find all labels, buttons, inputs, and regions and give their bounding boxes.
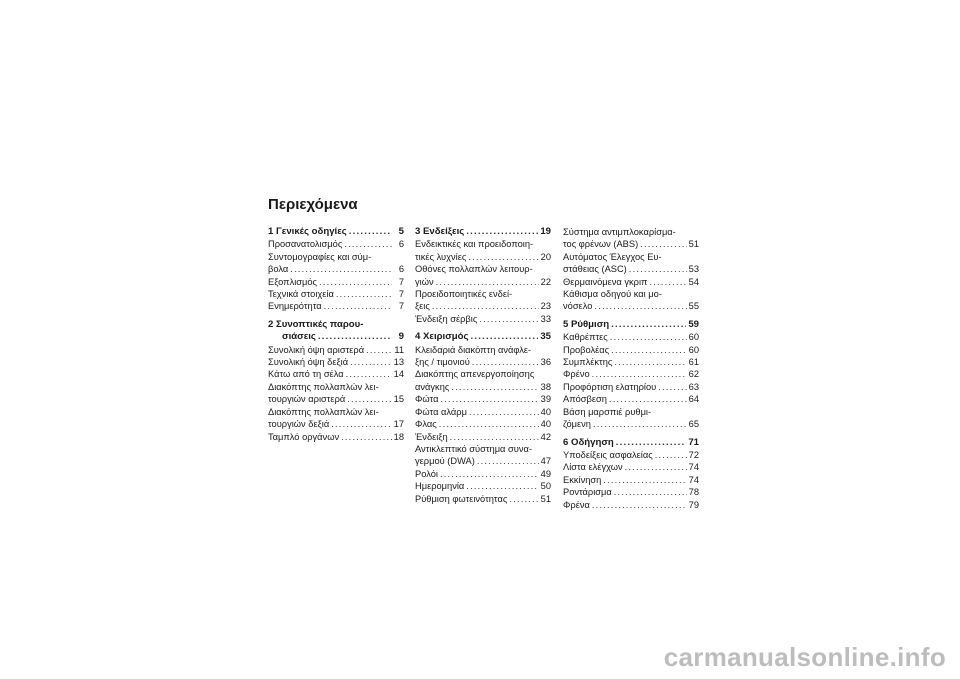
toc-entry: [563, 499, 699, 511]
toc-page-number: 79: [688, 499, 699, 510]
toc-line: [268, 368, 404, 380]
toc-line: [268, 406, 404, 418]
toc-entry-title: 5 Ρύθμιση: [563, 318, 610, 330]
dot-leader: [629, 263, 687, 275]
toc-line: [415, 480, 551, 492]
dot-leader: [625, 461, 687, 473]
toc-entry: [415, 443, 551, 468]
toc-column-2: [415, 226, 551, 505]
dot-leader: [479, 313, 538, 325]
toc-entry: [563, 288, 699, 313]
toc-line: [563, 288, 699, 300]
dot-leader: [290, 263, 392, 275]
toc-entry-title: Ημερομηνία: [415, 481, 465, 492]
toc-line: [268, 393, 404, 405]
dot-leader: [611, 344, 686, 356]
toc-entry-title: Προφόρτιση ελατηρίου: [563, 381, 657, 392]
toc-line: [268, 431, 404, 443]
toc-entry-title: Καθρέπτες: [563, 332, 608, 343]
toc-page-number: 64: [688, 394, 699, 405]
toc-page-number: 78: [688, 487, 699, 498]
dot-leader: [592, 499, 687, 511]
toc-entry: [415, 393, 551, 405]
toc-entry-title: Συντομογραφίες και σύμ-: [268, 251, 372, 262]
toc-chapter: [415, 226, 551, 238]
toc-line: [268, 331, 404, 343]
toc-entry: [563, 331, 699, 343]
toc-page-number: 9: [398, 331, 404, 343]
dot-leader: [616, 437, 687, 449]
toc-page-number: 40: [540, 419, 551, 430]
toc-entry: [415, 288, 551, 313]
toc-entry-title: σιάσεις: [282, 331, 316, 343]
toc-line: [415, 443, 551, 455]
toc-line: [415, 238, 551, 250]
toc-entry-title: Κάθισμα οδηγού και μο-: [563, 289, 662, 300]
toc-page-number: 62: [688, 369, 699, 380]
toc-entry-title: Αυτόματος Έλεγχος Ευ-: [563, 251, 662, 262]
toc-page-number: 50: [540, 481, 551, 492]
toc-line: [268, 276, 404, 288]
toc-entry-title: νόσελο: [563, 301, 593, 312]
toc-page-number: 72: [688, 449, 699, 460]
dot-leader: [350, 356, 392, 368]
toc-page-number: 74: [688, 462, 699, 473]
dot-leader: [655, 449, 687, 461]
toc-entry: [268, 406, 404, 431]
toc-entry-title: Φώτα: [415, 394, 439, 405]
dot-leader: [603, 474, 686, 486]
toc-line: [563, 319, 699, 331]
toc-line: [563, 418, 699, 430]
toc-entry-title: Φρένα: [563, 499, 590, 510]
toc-line: [415, 493, 551, 505]
toc-page-number: 7: [398, 289, 404, 300]
dot-leader: [471, 331, 539, 343]
toc-entry: [268, 356, 404, 368]
toc-line: [415, 344, 551, 356]
toc-entry-title: Κλειδαριά διακόπτη ανάφλε-: [415, 344, 532, 355]
toc-entry-title: 6 Οδήγηση: [563, 436, 614, 448]
toc-entry: [415, 480, 551, 492]
toc-line: [415, 393, 551, 405]
toc-entry-title: Οθόνες πολλαπλών λειτουρ-: [415, 264, 533, 275]
toc-line: [415, 418, 551, 430]
toc-page-number: 20: [540, 251, 551, 262]
toc-entry: [268, 381, 404, 406]
dot-leader: [466, 480, 538, 492]
toc-entry-title: Ρολόι: [415, 468, 438, 479]
toc-entry: [415, 418, 551, 430]
toc-line: [563, 356, 699, 368]
toc-page-number: 38: [540, 381, 551, 392]
toc-entry: [563, 276, 699, 288]
toc-line: [415, 331, 551, 343]
dot-leader: [610, 331, 687, 343]
toc-entry: [415, 406, 551, 418]
toc-page-number: 53: [688, 264, 699, 275]
dot-leader: [469, 406, 539, 418]
toc-page-number: 65: [688, 419, 699, 430]
dot-leader: [614, 486, 687, 498]
toc-line: [415, 276, 551, 288]
toc-line: [563, 474, 699, 486]
toc-page-number: 61: [688, 357, 699, 368]
dot-leader: [440, 468, 539, 480]
toc-page-number: 7: [398, 276, 404, 287]
toc-page-number: 22: [540, 276, 551, 287]
toc-entry: [415, 368, 551, 393]
toc-line: [268, 356, 404, 368]
toc-entry-title: Ένδειξη: [415, 431, 448, 442]
toc-entry: [563, 368, 699, 380]
toc-entry-title: 1 Γενικές οδηγίες: [268, 226, 347, 237]
toc-line: [563, 344, 699, 356]
toc-line: [268, 300, 404, 312]
dot-leader: [366, 344, 392, 356]
dot-leader: [344, 238, 392, 250]
toc-page-number: 40: [540, 406, 551, 417]
toc-entry-title: Ενημερότητα: [268, 301, 322, 312]
toc-line: [563, 486, 699, 498]
toc-page-number: 51: [540, 493, 551, 504]
toc-column-3: [563, 226, 699, 511]
toc-line: [563, 331, 699, 343]
dot-leader: [472, 356, 539, 368]
toc-entry-title: Φώτα αλάρμ: [415, 406, 467, 417]
toc-line: [563, 300, 699, 312]
toc-entry: [268, 251, 404, 276]
dot-leader: [318, 331, 392, 343]
toc-entry-title: Προβολέας: [563, 344, 610, 355]
toc-page-number: 42: [540, 431, 551, 442]
toc-entry-title: βολα: [268, 264, 289, 275]
toc-line: [563, 461, 699, 473]
toc-entry-title: Εκκίνηση: [563, 474, 602, 485]
toc-entry: [415, 431, 551, 443]
dot-leader: [649, 276, 686, 288]
toc-entry-title: Διακόπτης πολλαπλών λει-: [268, 381, 379, 392]
toc-page-number: 14: [393, 369, 404, 380]
dot-leader: [450, 431, 539, 443]
toc-line: [415, 356, 551, 368]
dot-leader: [611, 319, 686, 331]
toc-page-number: 6: [398, 239, 404, 250]
toc-entry-title: τουργιών δεξιά: [268, 419, 330, 430]
toc-entry-title: Αντικλεπτικό σύστημα συνα-: [415, 443, 532, 454]
toc-entry-title: Προσανατολισμός: [268, 239, 343, 250]
dot-leader: [331, 418, 391, 430]
toc-chapter: [563, 319, 699, 331]
toc-line: [415, 226, 551, 238]
toc-line: [268, 263, 404, 275]
toc-entry-title: Συνολική όψη δεξιά: [268, 357, 349, 368]
dot-leader: [466, 226, 538, 238]
toc-line: [268, 418, 404, 430]
toc-page-number: 36: [540, 357, 551, 368]
dot-leader: [347, 393, 391, 405]
toc-page-number: 47: [540, 456, 551, 467]
toc-page-number: 39: [540, 394, 551, 405]
toc-line: [268, 251, 404, 263]
toc-line: [415, 431, 551, 443]
toc-page-number: 63: [688, 381, 699, 392]
toc-line: [268, 381, 404, 393]
dot-leader: [609, 393, 687, 405]
toc-entry: [415, 238, 551, 263]
toc-line: [415, 368, 551, 380]
toc-entry-title: στάθειας (ASC): [563, 264, 627, 275]
toc-line: [268, 288, 404, 300]
toc-page-number: 13: [393, 357, 404, 368]
dot-leader: [436, 276, 539, 288]
dot-leader: [614, 356, 686, 368]
dot-leader: [336, 288, 392, 300]
dot-leader: [592, 368, 687, 380]
toc-chapter: [563, 437, 699, 449]
toc-entry-title: Ταμπλό οργάνων: [268, 431, 340, 442]
dot-leader: [341, 431, 392, 443]
toc-line: [415, 288, 551, 300]
toc-entry: [563, 474, 699, 486]
toc-entry-title: Βάση μαρσπιέ ρυθμι-: [563, 406, 652, 417]
dot-leader: [324, 300, 392, 312]
toc-line: [415, 468, 551, 480]
toc-entry-title: ανάγκης: [415, 381, 450, 392]
toc-entry-title: Ροντάρισμα: [563, 487, 612, 498]
toc-chapter: [268, 319, 404, 344]
toc-entry-title: Προειδοποιητικές ενδεί-: [415, 289, 513, 300]
toc-entry-title: Σύστημα αντιμπλοκαρίσμα-: [563, 227, 676, 237]
toc-entry: [563, 393, 699, 405]
toc-entry: [268, 368, 404, 380]
toc-entry: [563, 226, 699, 251]
toc-entry-title: Λίστα ελέγχων: [563, 462, 623, 473]
toc-line: [563, 276, 699, 288]
toc-entry-title: Διακόπτης πολλαπλών λει-: [268, 406, 379, 417]
toc-entry-title: ζόμενη: [563, 419, 591, 430]
toc-page-number: 51: [688, 239, 699, 250]
toc-entry: [563, 251, 699, 276]
toc-entry: [415, 263, 551, 288]
toc-entry: [268, 238, 404, 250]
toc-line: [563, 393, 699, 405]
toc-line: [268, 344, 404, 356]
toc-line: [563, 251, 699, 263]
toc-entry-title: Φλας: [415, 419, 437, 430]
toc-entry-title: ξεις: [415, 301, 430, 312]
toc-line: [415, 251, 551, 263]
toc-entry-title: τος φρένων (ABS): [563, 239, 639, 250]
toc-page-number: 55: [688, 301, 699, 312]
toc-entry: [563, 486, 699, 498]
toc-page-number: 19: [540, 226, 551, 237]
toc-entry-title: 3 Ενδείξεις: [415, 226, 465, 237]
toc-entry-title: Συμπλέκτης: [563, 357, 613, 368]
toc-line: [563, 449, 699, 461]
dot-leader: [593, 418, 687, 430]
toc-entry-title: Ενδεικτικές και προειδοποιη-: [415, 239, 534, 250]
toc-entry: [563, 461, 699, 473]
dot-leader: [346, 368, 392, 380]
toc-chapter: [268, 226, 404, 238]
toc-entry-title: 2 Συνοπτικές παρου-: [268, 318, 364, 330]
dot-leader: [477, 455, 539, 467]
toc-line: [415, 300, 551, 312]
toc-entry: [563, 344, 699, 356]
toc-entry-title: Εξοπλισμός: [268, 276, 318, 287]
toc-line: [563, 226, 699, 238]
page-title: Περιεχόμενα: [268, 196, 358, 213]
toc-page-number: 60: [688, 332, 699, 343]
toc-entry-title: Θερμαινόμενα γκριπ: [563, 276, 648, 287]
toc-page-number: 15: [393, 394, 404, 405]
toc-entry-title: Τεχνικά στοιχεία: [268, 289, 334, 300]
dot-leader: [432, 300, 539, 312]
toc-entry: [563, 381, 699, 393]
toc-page-number: 17: [393, 419, 404, 430]
toc-entry: [415, 313, 551, 325]
toc-page-number: 74: [688, 474, 699, 485]
toc-entry-title: γερμού (DWA): [415, 456, 475, 467]
toc-line: [563, 499, 699, 511]
toc-entry-title: τουργιών αριστερά: [268, 394, 346, 405]
toc-page-number: 54: [688, 276, 699, 287]
toc-entry-title: Διακόπτης απενεργοποίησης: [415, 369, 535, 380]
toc-entry: [268, 300, 404, 312]
toc-line: [268, 238, 404, 250]
toc-line: [415, 263, 551, 275]
toc-entry-title: τικές λυχνίες: [415, 251, 467, 262]
dot-leader: [640, 238, 686, 250]
dot-leader: [658, 381, 686, 393]
toc-entry: [415, 344, 551, 369]
toc-entry-title: Υποδείξεις ασφαλείας: [563, 449, 653, 460]
toc-entry: [563, 356, 699, 368]
toc-page-number: 7: [398, 301, 404, 312]
toc-entry-title: Κάτω από τη σέλα: [268, 369, 344, 380]
toc-entry: [415, 468, 551, 480]
dot-leader: [439, 418, 539, 430]
toc-page-number: 6: [398, 264, 404, 275]
toc-entry: [415, 493, 551, 505]
toc-line: [563, 238, 699, 250]
toc-entry-title: ξης / τιμονιού: [415, 357, 470, 368]
dot-leader: [319, 276, 392, 288]
toc-page-number: 71: [688, 436, 699, 448]
toc-chapter: [415, 331, 551, 343]
toc-page-number: 59: [688, 318, 699, 330]
toc-entry-title: Ρύθμιση φωτεινότητας: [415, 493, 508, 504]
toc-entry: [268, 276, 404, 288]
toc-entry-title: Ένδειξη σέρβις: [415, 313, 478, 324]
toc-page-number: 60: [688, 344, 699, 355]
toc-line: [563, 381, 699, 393]
toc-page-number: 11: [394, 344, 404, 355]
toc-entry: [268, 344, 404, 356]
toc-entry-title: Συνολική όψη αριστερά: [268, 344, 365, 355]
toc-page-number: 33: [540, 313, 551, 324]
watermark-text: carmanualsonline.info: [663, 642, 946, 672]
toc-page-number: 18: [393, 431, 404, 442]
toc-entry-title: Φρένο: [563, 369, 590, 380]
toc-entry-title: 4 Χειρισμός: [415, 331, 469, 343]
toc-line: [268, 319, 404, 331]
toc-entry: [563, 449, 699, 461]
toc-line: [268, 226, 404, 238]
toc-line: [415, 455, 551, 467]
dot-leader: [451, 381, 538, 393]
toc-entry-title: γιών: [415, 276, 434, 287]
toc-entry-title: Απόσβεση: [563, 394, 607, 405]
dot-leader: [594, 300, 686, 312]
dot-leader: [509, 493, 538, 505]
toc-line: [563, 263, 699, 275]
toc-page-number: 49: [540, 468, 551, 479]
toc-column-1: [268, 226, 404, 443]
dot-leader: [349, 226, 392, 238]
dot-leader: [468, 251, 538, 263]
toc-line: [415, 406, 551, 418]
toc-entry: [268, 288, 404, 300]
toc-entry: [563, 406, 699, 431]
toc-line: [563, 437, 699, 449]
dot-leader: [440, 393, 538, 405]
toc-entry: [268, 431, 404, 443]
toc-line: [563, 406, 699, 418]
toc-line: [415, 381, 551, 393]
toc-line: [415, 313, 551, 325]
toc-page-number: 35: [540, 331, 551, 343]
toc-page-number: 23: [540, 301, 551, 312]
toc-line: [563, 368, 699, 380]
toc-page-number: 5: [398, 226, 404, 237]
